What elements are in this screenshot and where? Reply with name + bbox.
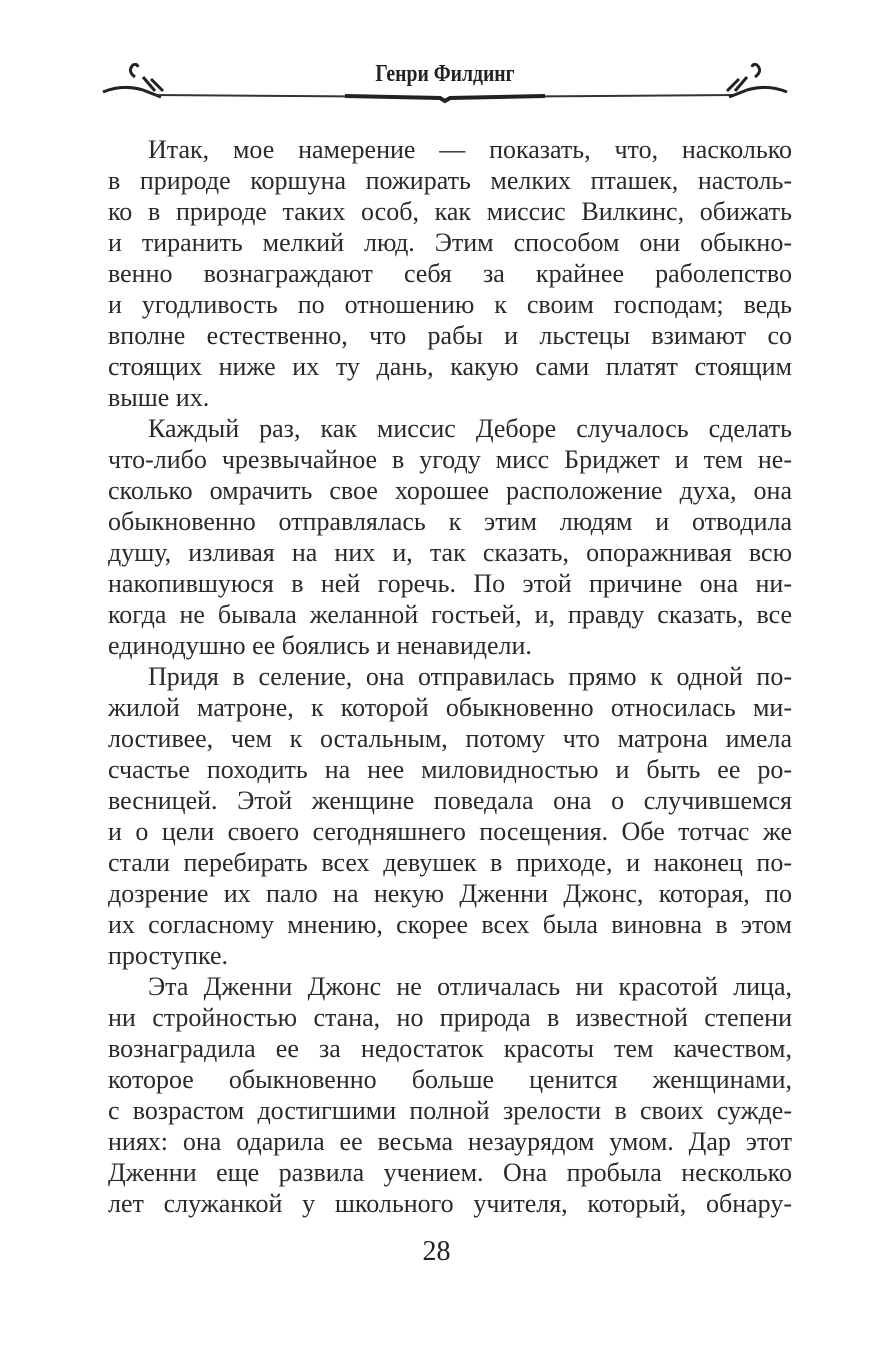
text-line: Эта Дженни Джонс не отличалась ни красотой лица, — [148, 972, 792, 1001]
text-line: стали перебирать всех девушек в приходе, и наконец по- — [108, 848, 792, 877]
text-line: что-либо чрезвычайное в угоду мисс Бриджет и тем не- — [108, 445, 792, 474]
text-line: душу, изливая на них и, так сказать, опоражнивая всю — [108, 538, 792, 567]
text-line: венно вознаграждают себя за крайнее раболепство — [108, 259, 792, 288]
text-line: лостивее, чем к остальным, потому что матрона имела — [108, 724, 792, 753]
text-line: Дженни еще развила учением. Она пробыла несколько — [108, 1158, 792, 1187]
text-line: и угодливость по отношению к своим господам; ведь — [108, 290, 792, 319]
text-line: обыкновенно отправлялась к этим людям и отводила — [108, 507, 792, 536]
text-line: которое обыкновенно больше ценится женщинами, — [108, 1065, 792, 1094]
text-line: и о цели своего сегодняшнего посещения. Обе тотчас же — [108, 817, 792, 846]
text-line: сколько омрачить свое хорошее расположение духа, она — [108, 476, 792, 505]
text-line: вполне естественно, что рабы и льстецы взимают со — [108, 321, 792, 350]
text-line: накопившуюся в ней горечь. По этой причине она ни- — [108, 569, 792, 598]
text-line: Каждый раз, как миссис Деборе случалось сделать — [148, 414, 792, 443]
text-line: и тиранить мелкий люд. Этим способом они обыкно- — [108, 228, 792, 257]
text-line: вознаградила ее за недостаток красоты тем качеством, — [108, 1034, 792, 1063]
text-line: ни стройностью стана, но природа в известной степени — [108, 1003, 792, 1032]
text-line: ко в природе таких особ, как миссис Вилкинс, обижать — [108, 197, 792, 226]
text-line: жилой матроне, к которой обыкновенно относилась ми- — [108, 693, 792, 722]
text-line: весницей. Этой женщине поведала она о случившемся — [108, 786, 792, 815]
body-text — [108, 134, 792, 1219]
text-line: стоящих ниже их ту дань, какую сами платят стоящим — [108, 352, 792, 381]
text-line: проступке. — [108, 941, 229, 970]
text-line: лет служанкой у школьного учителя, который, обнару- — [108, 1189, 792, 1218]
paragraph — [108, 134, 792, 413]
paragraph — [108, 971, 792, 1219]
text-line: когда не бывала желанной гостьей, и, правду сказать, все — [108, 600, 792, 629]
running-title: Генри Филдинг — [375, 61, 515, 87]
text-line: их согласному мнению, скорее всех была виновна в этом — [108, 910, 792, 939]
text-line: ниях: она одарила ее весьма незаурядом умом. Дар этот — [108, 1127, 792, 1156]
text-line: единодушно ее боялись и ненавидели. — [108, 631, 532, 660]
text-line: с возрастом достигшими полной зрелости в своих сужде- — [108, 1096, 792, 1125]
text-line: выше их. — [108, 383, 210, 412]
running-header — [95, 55, 795, 105]
text-line: счастье походить на нее миловидностью и быть ее ро- — [108, 755, 792, 784]
paragraph — [108, 661, 792, 971]
paragraph — [108, 413, 792, 661]
text-line: в природе коршуна пожирать мелких пташек, настоль- — [108, 166, 792, 195]
text-line: дозрение их пало на некую Дженни Джонс, которая, по — [108, 879, 792, 908]
page-number: 28 — [422, 1236, 451, 1267]
text-line: Итак, мое намерение — показать, что, насколько — [148, 135, 792, 164]
text-line: Придя в селение, она отправилась прямо к одной по- — [148, 662, 792, 691]
